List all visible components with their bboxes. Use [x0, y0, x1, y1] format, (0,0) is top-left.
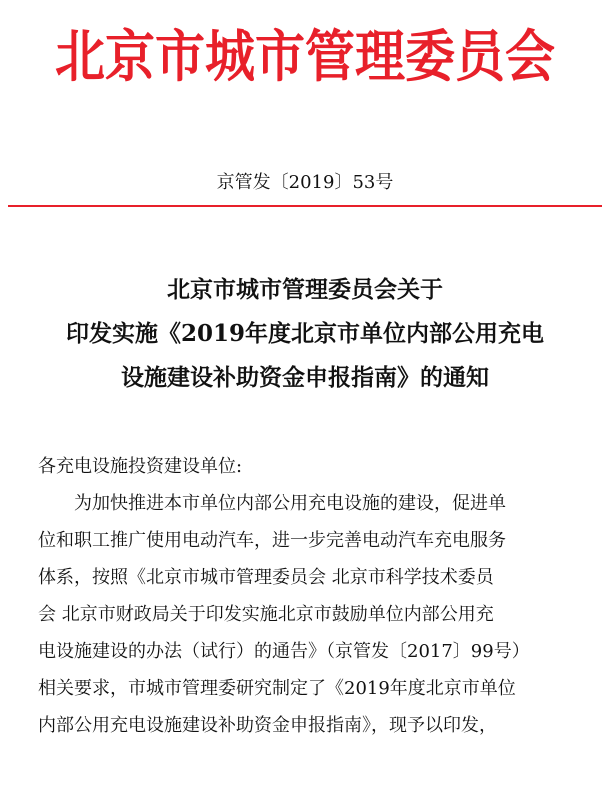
paragraph-line: 体系，按照《北京市城市管理委员会 北京市科学技术委员: [38, 567, 494, 588]
issuing-authority-header: 北京市城市管理委员会: [55, 23, 555, 90]
red-divider-line: [8, 205, 602, 207]
paragraph-line: 内部公用充电设施建设补助资金申报指南》，现予以印发，: [38, 715, 497, 736]
paragraph-line: 相关要求，市城市管理委研究制定了《2019年度北京市单位: [38, 678, 516, 699]
title-line-1: 北京市城市管理委员会关于: [167, 276, 443, 303]
title-line-3: 设施建设补助资金申报指南》的通知: [121, 364, 489, 391]
paragraph-line: 为加快推进本市单位内部公用充电设施的建设，促进单: [74, 493, 506, 514]
paragraph-line: 电设施建设的办法（试行）的通告》（京管发〔2017〕99号）: [38, 641, 530, 662]
notice-title: [0, 268, 610, 400]
document-number: 京管发〔2019〕53号: [216, 172, 394, 193]
paragraph-line: 会 北京市财政局关于印发实施北京市鼓励单位内部公用充: [38, 604, 494, 625]
paragraph-line: 位和职工推广使用电动汽车，进一步完善电动汽车充电服务: [38, 530, 506, 551]
salutation: 各充电设施投资建设单位:: [38, 456, 243, 477]
title-line-2: 印发实施《2019年度北京市单位内部公用充电: [65, 320, 544, 347]
notice-body: [38, 448, 590, 744]
